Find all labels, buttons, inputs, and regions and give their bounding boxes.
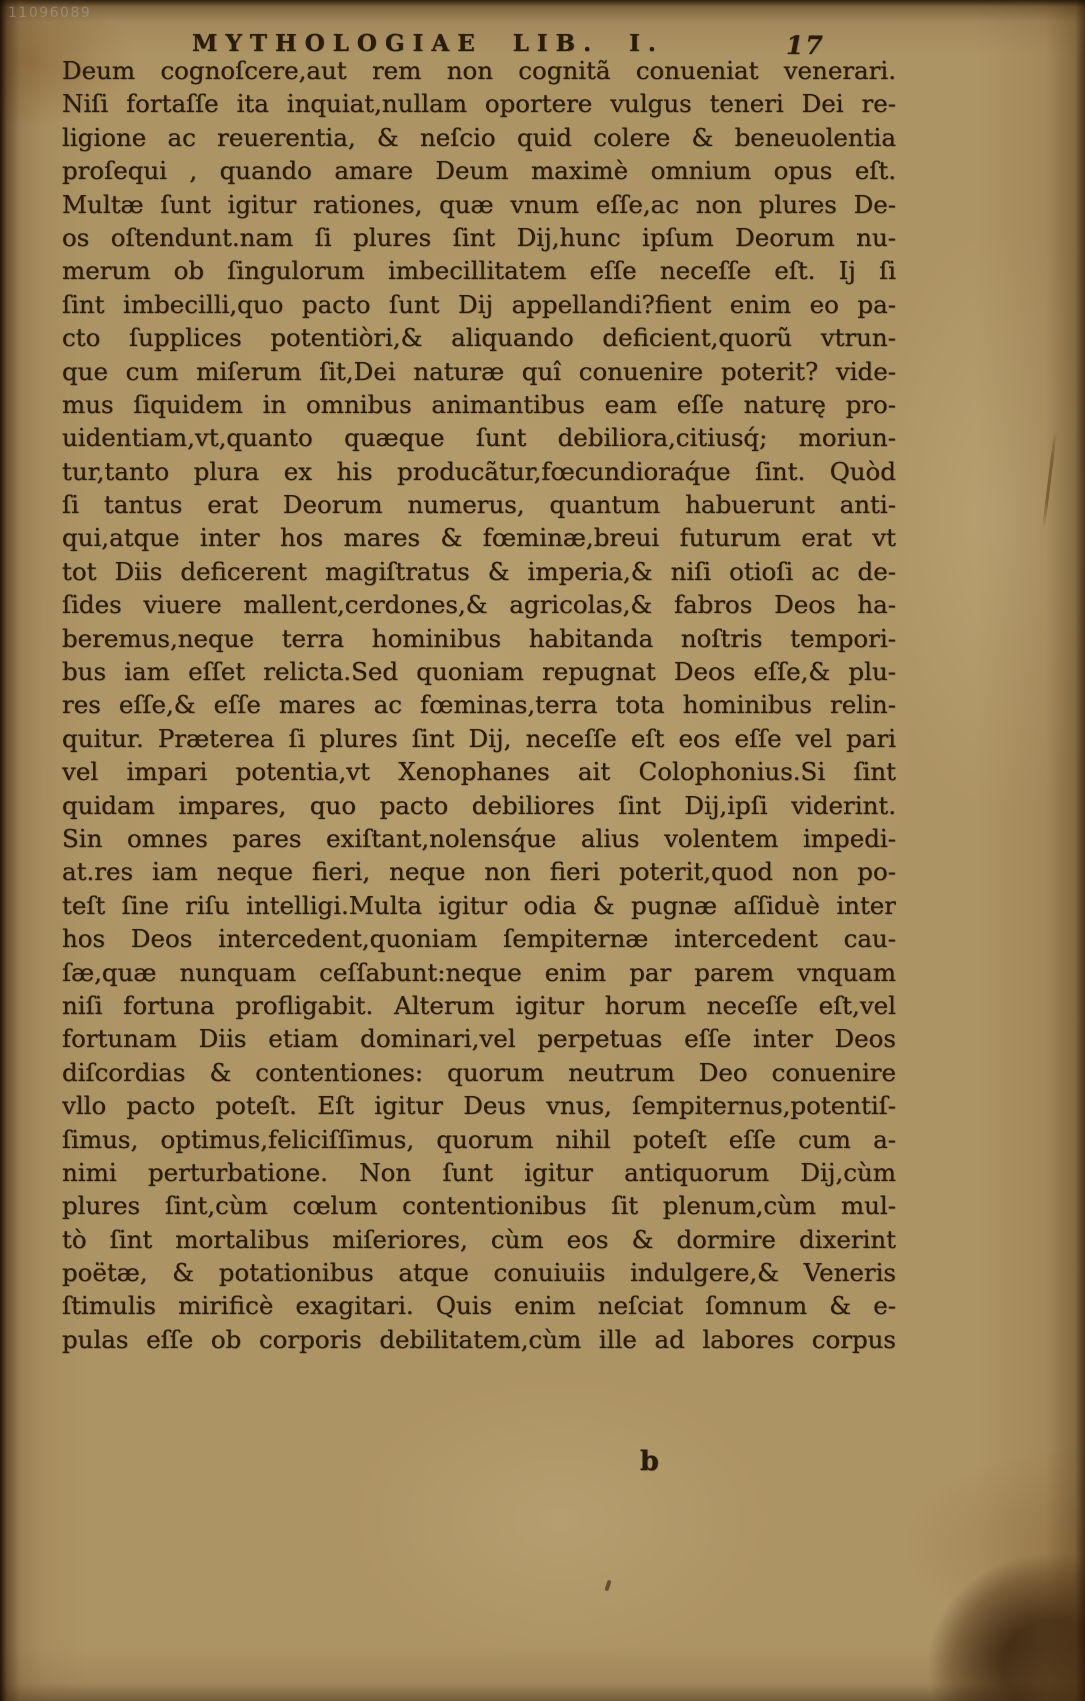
- text-line: teſt ſine riſu intelligi.Multa igitur odia & pugnæ aſſiduè inter: [62, 890, 896, 920]
- text-line: quidam impares, quo pacto debiliores ſint Dij,ipſi viderint.: [62, 790, 896, 820]
- text-line: niſi fortuna profligabit. Alterum igitur horum neceſſe eſt,vel: [62, 990, 896, 1020]
- text-line: merum ob ſingulorum imbecillitatem eſſe neceſſe eſt. Ij ſi: [62, 256, 896, 286]
- page-text-block: [62, 54, 896, 1356]
- text-line: ſint imbecilli,quo pacto ſunt Dij appellandi?fient enim eo pa-: [62, 289, 896, 319]
- text-line: vel impari potentia,vt Xenophanes ait Colophonius.Si ſint: [62, 757, 896, 787]
- text-line: ſi tantus erat Deorum numerus, quantum habuerunt anti-: [62, 490, 896, 520]
- text-line: ſimus, optimus,feliciſſimus, quorum nihil poteſt eſſe cum a-: [62, 1124, 896, 1154]
- running-header-title: MYTHOLOGIAE LIB. I.: [192, 30, 664, 57]
- text-line: plures ſint,cùm cœlum contentionibus ſit plenum,cùm mul-: [62, 1191, 896, 1221]
- text-line: Deum cognoſcere,aut rem non cognitã conueniat venerari.: [62, 56, 896, 85]
- text-line: os oſtendunt.nam ſi plures ſint Dij,hunc ipſum Deorum nu-: [62, 222, 896, 252]
- text-line: proſequi , quando amare Deum maximè omnium opus eſt.: [62, 156, 896, 186]
- text-line: fortunam Diis etiam dominari,vel perpetuas eſſe inter Deos: [62, 1024, 896, 1054]
- text-line: vllo pacto poteſt. Eſt igitur Deus vnus, ſempiternus,potentiſ-: [62, 1091, 896, 1121]
- text-line: ſtimulis mirificè exagitari. Quis enim neſciat ſomnum & e-: [62, 1291, 896, 1321]
- text-line: tot Diis deficerent magiſtratus & imperia,& niſi otioſi ac de-: [62, 556, 896, 586]
- text-line: tò ſint mortalibus miſeriores, cùm eos & dormire dixerint: [62, 1224, 896, 1254]
- page-number: 17: [786, 31, 825, 60]
- text-line: diſcordias & contentiones: quorum neutrum Deo conuenire: [62, 1057, 896, 1087]
- text-line: hos Deos intercedent,quoniam ſempiternæ intercedent cau-: [62, 924, 896, 954]
- text-line: qui,atque inter hos mares & fœminæ,breui futurum erat vt: [62, 523, 896, 553]
- text-line: quitur. Præterea ſi plures ſint Dij, neceſſe eſt eos eſſe vel pari: [62, 723, 896, 753]
- text-line: beremus,neque terra hominibus habitanda noſtris tempori-: [62, 623, 896, 653]
- text-line: Niſi fortaſſe ita inquiat,nullam oportere vulgus teneri Dei re-: [62, 89, 896, 119]
- text-line: ſides viuere mallent,cerdones,& agricolas,& fabros Deos ha-: [62, 590, 896, 620]
- text-line: nimi perturbatione. Non ſunt igitur antiquorum Dij,cùm: [62, 1157, 896, 1187]
- text-line: tur,tanto plura ex his producãtur,fœcundioraq́ue ſint. Quòd: [62, 456, 896, 486]
- text-line: bus iam eſſet relicta.Sed quoniam repugnat Deos eſſe,& plu-: [62, 657, 896, 687]
- text-line: Multæ ſunt igitur rationes, quæ vnum eſſe,ac non plures De-: [62, 189, 896, 219]
- text-line: pulas eſſe ob corporis debilitatem,cùm ille ad labores corpus: [62, 1324, 896, 1354]
- text-line: poëtæ, & potationibus atque conuiuiis indulgere,& Veneris: [62, 1258, 896, 1288]
- paper-crease-mark: [1042, 430, 1057, 530]
- signature-mark: b: [640, 1446, 659, 1477]
- text-line: res eſſe,& eſſe mares ac fœminas,terra tota hominibus relin-: [62, 690, 896, 720]
- ink-speck: [604, 1580, 611, 1592]
- text-line: ſæ,quæ nunquam ceſſabunt:neque enim par parem vnquam: [62, 957, 896, 987]
- text-line: que cum miſerum ſit,Dei naturæ quî conuenire poterit? vide-: [62, 356, 896, 386]
- text-line: uidentiam,vt,quanto quæque ſunt debiliora,citiusq́; moriun-: [62, 423, 896, 453]
- text-line: mus ſiquidem in omnibus animantibus eam eſſe naturę pro-: [62, 389, 896, 419]
- text-line: cto ſupplices potentiòri,& aliquando deficient,quorũ vtrun-: [62, 323, 896, 353]
- scan-id-watermark: 11096089: [8, 5, 92, 21]
- text-line: ligione ac reuerentia, & neſcio quid colere & beneuolentia: [62, 122, 896, 152]
- text-line: at.res iam neque fieri, neque non fieri poterit,quod non po-: [62, 857, 896, 887]
- text-line: Sin omnes pares exiſtant,nolensq́ue alius volentem impedi-: [62, 823, 896, 853]
